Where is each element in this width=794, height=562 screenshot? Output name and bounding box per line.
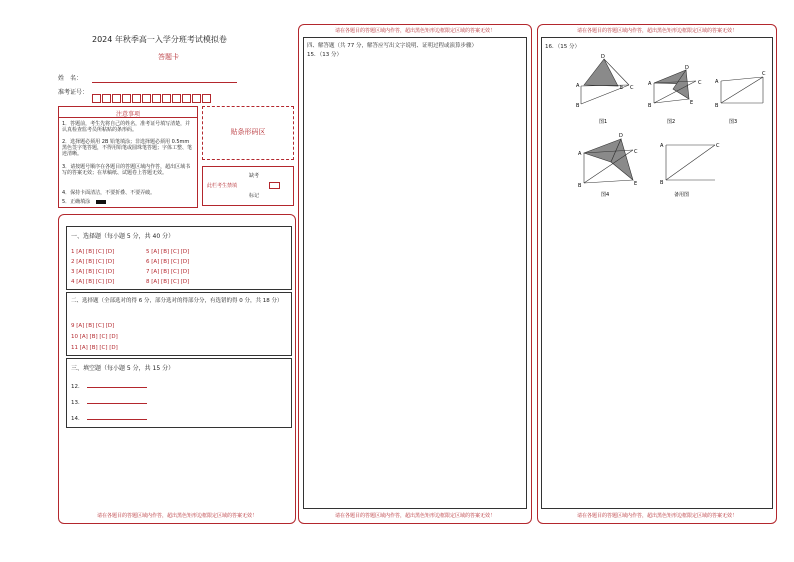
figure-4 [578,133,638,189]
id-cell[interactable] [102,94,111,103]
svg-text:C: C [698,80,702,86]
absent-label-1: 缺考 [249,173,260,179]
choice-q3[interactable]: 3 [A] [B] [C] [D] [71,269,115,275]
section-multi-title-1: 二、选择题（全部选对的得 6 分，部分选对的得部分分，有选错的得 0 分，共 18 分） [71,298,283,304]
barcode-area [202,106,294,160]
note-1: 1．答题前，考生先将自己的姓名，准考证号填写清楚，并认真检查监考员所粘贴的条形码。 [62,121,191,133]
section-solve [303,37,527,509]
svg-text:C: C [630,85,634,91]
barcode-label: 贴条形码区 [230,128,266,136]
fill-q12[interactable] [71,381,147,390]
notes-title: 注意事项 [115,111,140,118]
svg-text:A: A [715,79,719,85]
svg-text:D: D [601,54,605,60]
choice-q8[interactable]: 8 [A] [B] [C] [D] [146,279,190,285]
fill-q14[interactable] [71,413,147,422]
name-label: 姓 名： [58,75,83,82]
svg-text:B: B [648,103,652,109]
id-cell[interactable] [122,94,131,103]
q16-label: 16．（15 分） [545,44,580,50]
svg-text:E: E [620,85,624,91]
choice-q2[interactable]: 2 [A] [B] [C] [D] [71,259,115,265]
id-cells[interactable] [92,88,212,107]
note-2: 2．选择题必须用 2B 铅笔填涂；非选择题必须用 0.5mm 黑色签字笔答题，不得用铅笔或圆珠笔答题；字体工整、笔迹清晰。 [62,139,193,157]
figure-1-caption: 图1 [599,119,608,125]
id-cell[interactable] [192,94,201,103]
notes-box [58,106,198,208]
figure-2-caption: 图2 [667,119,676,125]
section-fill-title: 三、填空题（每小题 5 分，共 15 分） [71,365,175,372]
section-choice-title: 一、选择题（每小题 5 分，共 40 分） [71,233,175,240]
fill-q13-line[interactable] [87,397,147,404]
id-cell[interactable] [202,94,211,103]
choice-q7[interactable]: 7 [A] [B] [C] [D] [146,269,190,275]
note-5 [62,199,106,205]
page-title: 2024 年秋季高一入学分班考试模拟卷 [92,35,227,44]
id-cell[interactable] [132,94,141,103]
svg-text:B: B [576,103,580,109]
fill-q14-line[interactable] [87,413,147,420]
note-3: 3．请按题号顺序在各题目的答题区域内作答，超出区域书写的答案无效；在草稿纸、试题卷上答题无效。 [62,164,191,176]
id-cell[interactable] [112,94,121,103]
id-cell[interactable] [172,94,181,103]
absent-box [202,166,294,206]
figure-1 [576,54,634,109]
id-cell[interactable] [152,94,161,103]
svg-text:A: A [648,81,652,87]
svg-text:C: C [716,143,720,149]
svg-text:D: D [619,133,623,139]
choice-q9[interactable]: 9 [A] [B] [C] [D] [71,323,115,329]
svg-text:B: B [578,183,582,189]
warning-left-bottom: 请在各题目的答题区域内作答，超出黑色矩形边框限定区域的答案无效！ [96,513,257,519]
choice-q5[interactable]: 5 [A] [B] [C] [D] [146,249,190,255]
warning-right-bottom: 请在各题目的答题区域内作答，超出黑色矩形边框限定区域的答案无效！ [576,513,737,519]
section-solve-title: 四、解答题（共 77 分，解答应写出文字说明、证明过程或演算步骤） [307,43,477,49]
fill-q13-label: 13． [71,400,84,406]
svg-text:A: A [578,151,582,157]
id-cell[interactable] [92,94,101,103]
svg-text:C: C [634,149,638,155]
svg-text:C: C [762,71,766,77]
svg-text:E: E [634,181,638,187]
svg-text:D: D [685,65,689,71]
name-field[interactable] [92,82,237,83]
q16-figures [541,37,773,267]
section-multi-choice [66,292,292,356]
choice-q11[interactable]: 11 [A] [B] [C] [D] [71,345,118,351]
fill-q14-label: 14． [71,416,84,422]
choice-q4[interactable]: 4 [A] [B] [C] [D] [71,279,115,285]
figure-4-caption: 图4 [601,192,610,198]
svg-text:A: A [660,143,664,149]
warning-middle-bottom: 请在各题目的答题区域内作答，超出黑色矩形边框限定区域的答案无效！ [334,513,495,519]
filled-mark-sample [96,200,106,204]
note-5-text: 5．正确填涂 [62,199,91,205]
fill-q12-label: 12． [71,384,84,390]
figure-3 [715,71,766,109]
svg-text:B: B [715,103,719,109]
svg-text:B: B [660,180,664,186]
svg-text:E: E [690,100,694,106]
absent-checkbox[interactable] [269,182,280,189]
svg-text:A: A [576,83,580,89]
warning-middle-top: 请在各题目的答题区域内作答，超出黑色矩形边框限定区域的答案无效！ [334,28,495,34]
note-4: 4．保持卡面清洁，不要折叠、不要弄破。 [62,190,156,196]
choice-q6[interactable]: 6 [A] [B] [C] [D] [146,259,190,265]
q15-label: 15．（13 分） [307,52,342,58]
figure-spare-caption: 备用图 [674,192,690,198]
fill-q13[interactable] [71,397,147,406]
absent-note: 此栏考生禁填 [207,183,238,189]
absent-label-2: 标记 [249,193,260,199]
figure-spare [660,143,720,186]
choice-q10[interactable]: 10 [A] [B] [C] [D] [71,334,118,340]
id-cell[interactable] [162,94,171,103]
section-choice [66,226,292,290]
id-cell[interactable] [182,94,191,103]
id-cell[interactable] [142,94,151,103]
choice-q1[interactable]: 1 [A] [B] [C] [D] [71,249,115,255]
figure-2 [648,65,702,109]
warning-right-top: 请在各题目的答题区域内作答，超出黑色矩形边框限定区域的答案无效！ [576,28,737,34]
id-label: 准考证号： [58,89,89,96]
fill-q12-line[interactable] [87,381,147,388]
figure-3-caption: 图3 [729,119,738,125]
section-fill-blank [66,358,292,428]
page-subtitle: 答题卡 [158,53,179,61]
